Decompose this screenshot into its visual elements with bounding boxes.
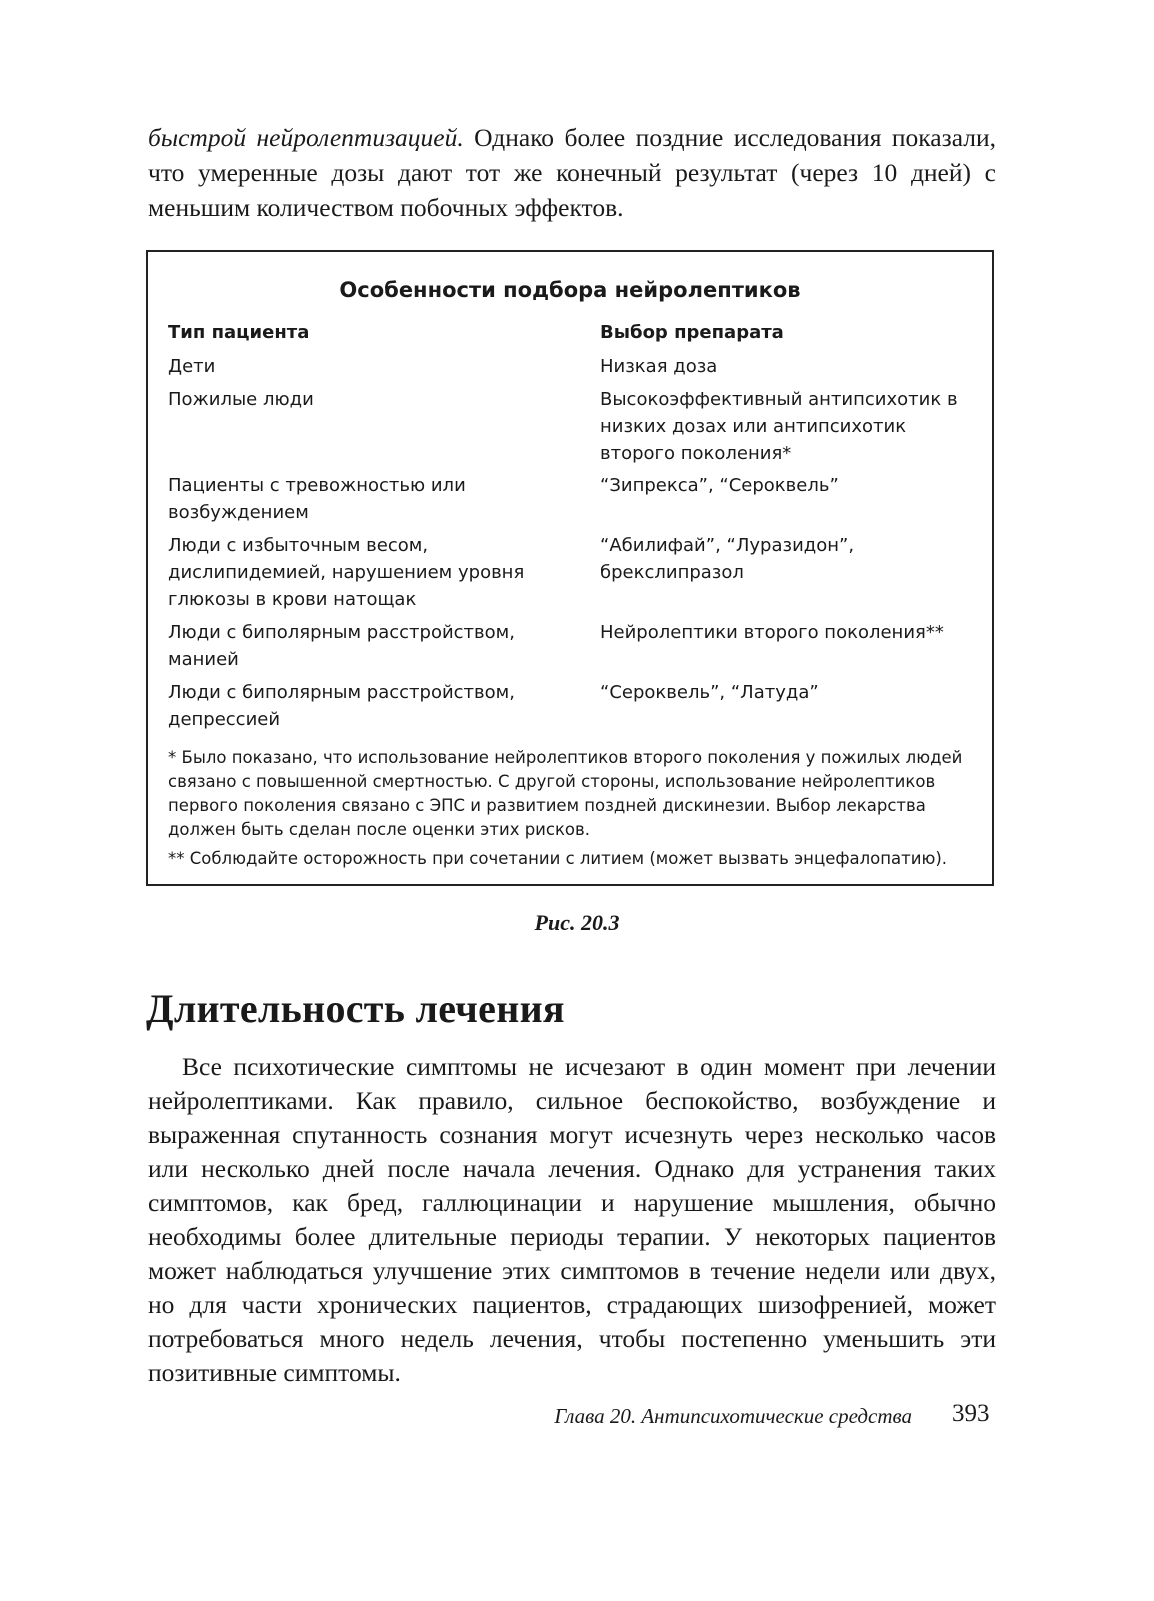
row-choice: “Абилифай”, “Луразидон”, брекслипразол [600,535,855,583]
footnote-elderly: * Было показано, что использование нейролептиков второго поколения у пожилых людей связано с повышенной смертностью. С другой стороны, использование нейролептиков первого поколения связано с ЭПС и развитием поздней дискинезии. Выбор лекарства должен быть сделан после оценки этих рисков. [168,748,963,839]
row-patient: Пациенты с тревожностью или возбуждением [168,475,466,523]
section-paragraph: Все психотические симптомы не исчезают в один момент при лечении нейролептиками. Как правило, сильное беспокойство, возбуждение и выраженная спутанность сознания могут исчезнуть через несколько часов или несколько дней после начала лечения. Однако для устранения таких симптомов, как бред, галлюцинации и нарушение мышления, обычно необходимы более длительные периоды терапии. У некоторых пациентов может наблюдаться улучшение этих симптомов в течение недели или двух, но для части хронических пациентов, страдающих шизофренией, может потребоваться много недель лечения, чтобы постепенно уменьшить эти позитивные симптомы. [148,1052,996,1387]
row-patient: Дети [168,356,216,377]
header-drug-choice: Выбор препарата [600,322,784,343]
row-choice: Нейролептики второго поколения** [600,622,944,643]
running-footer-chapter: Глава 20. Антипсихотические средства [554,1404,912,1428]
page-number: 393 [952,1400,990,1427]
intro-text: Однако более поздние исследования показали, что умеренные дозы дают тот же конечный результат (через 10 дней) с меньшим количеством побочных эффектов. [148,123,996,222]
footnote-lithium: ** Соблюдайте осторожность при сочетании с литием (может вызвать энцефалопатию). [168,849,948,868]
figure-caption: Рис. 20.3 [534,910,620,935]
row-patient: Люди с избыточным весом, дислипидемией, нарушением уровня глюкозы в крови натощак [168,535,525,610]
section-heading: Длительность лечения [146,986,565,1031]
row-choice: “Зипрекса”, “Сероквель” [600,475,839,496]
row-choice: Низкая доза [600,356,718,377]
row-patient: Люди с биполярным расстройством, манией [168,622,515,670]
row-patient: Пожилые люди [168,389,314,410]
intro-paragraph [148,120,996,225]
info-box [146,250,994,886]
header-patient-type: Тип пациента [168,322,310,343]
intro-italic-lead: быстрой нейролептизацией. [148,123,464,152]
row-patient: Люди с биполярным расстройством, депрессией [168,682,515,730]
row-choice: “Сероквель”, “Латуда” [600,682,819,703]
row-choice: Высокоэффективный антипсихотик в низких дозах или антипсихотик второго поколения* [600,389,958,464]
box-title: Особенности подбора нейролептиков [339,278,801,302]
